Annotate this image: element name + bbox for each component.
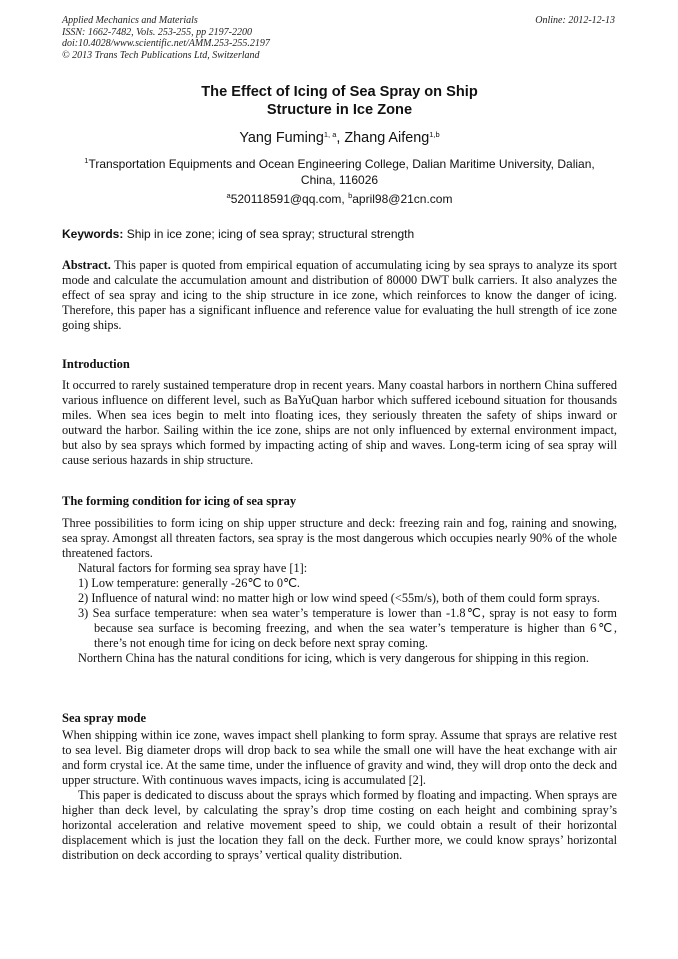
forming-item-1: 1) Low temperature: generally -26℃ to 0℃. bbox=[78, 576, 300, 590]
affiliation-line-2: China, 116026 bbox=[300, 173, 379, 187]
keywords-label: Keywords: bbox=[62, 227, 124, 241]
spray-mode-p1: When shipping within ice zone, waves impact shell planking to form spray. Assume that sprays are relative rest to sea level. Big diameter drops will drop back to sea while the small one will have the heat exchange with air and form crystal ice. At the same time, under the influence of gravity and wind, they will drop onto the deck and upper structure. With continuous waves impacts, icing is accumulated [2]. bbox=[62, 728, 617, 787]
keywords-text: Ship in ice zone; icing of sea spray; structural strength bbox=[123, 227, 415, 241]
keywords bbox=[62, 227, 617, 241]
introduction-text: It occurred to rarely sustained temperature drop in recent years. Many coastal harbors in northern China suffered various influence on different level, such as BaYuQuan harbor which suffered icebound situation for thousands miles. When sea ices begin to melt into floating ices, they seriously threaten the safety of ships inward or outward the harbor. Sailing within the ice zone, ships are not only influenced by external environment impact, but also by sea sprays which formed by impacting acting of ship and waves. Long-term icing of sea spray will cause serious hazards in ship structure. bbox=[62, 378, 617, 467]
journal-header bbox=[62, 15, 617, 61]
introduction-body bbox=[62, 378, 617, 468]
abstract-label: Abstract. bbox=[62, 258, 111, 272]
author-1-sup: 1, a bbox=[323, 130, 337, 139]
email-b[interactable]: april98@21cn.com bbox=[352, 192, 453, 206]
affiliation-text: Transportation Equipments and Ocean Engineering College, Dalian Maritime University, Dalian, bbox=[88, 157, 595, 171]
forming-p3: Northern China has the natural conditions for icing, which is very dangerous for shipping in this region. bbox=[78, 651, 589, 665]
affiliation bbox=[62, 156, 617, 188]
authors bbox=[62, 130, 617, 146]
journal-issn: ISSN: 1662-7482, Vols. 253-255, pp 2197-2200 bbox=[62, 26, 252, 38]
forming-item-3: 3) Sea surface temperature: when sea water’s temperature is lower than -1.8℃, spray is not easy to form because sea surface is becoming freezing, and when the sea water’s temperature is higher than 6℃, there’s not enough time for icing on deck before next spray coming. bbox=[78, 606, 617, 650]
email-b-sup: b bbox=[348, 191, 353, 200]
forming-heading: The forming condition for icing of sea spray bbox=[62, 494, 297, 508]
introduction-heading: Introduction bbox=[62, 357, 130, 371]
affiliation-sup: 1 bbox=[84, 156, 89, 165]
forming-p1: Three possibilities to form icing on ship upper structure and deck: freezing rain and fog, raining and snowing, sea spray. Amongst all threaten factors, sea spray is the most dangerous which occupies nearly 90% of the whole threatened factors. bbox=[62, 516, 617, 560]
author-2: Zhang Aifeng bbox=[344, 130, 430, 146]
author-1: Yang Fuming bbox=[239, 130, 324, 146]
abstract-text: This paper is quoted from empirical equation of accumulating icing by sea sprays to analyze its sport mode and calculate the accumulation amount and distribution of 80000 DWT bulk carriers. It also analyzes the effect of sea spray and icing to the ship structure in ice zone, which reinforces to know the danger of icing. Therefore, this paper has a significant influence and reference value for evaluating the hull strength of ice zone going ships. bbox=[62, 258, 617, 332]
email-a[interactable]: 520118591@qq.com, bbox=[230, 192, 349, 206]
title-line-2: Structure in Ice Zone bbox=[266, 102, 413, 118]
email-a-sup: a bbox=[226, 191, 231, 200]
emails bbox=[62, 192, 617, 206]
forming-item-2: 2) Influence of natural wind: no matter high or low wind speed (<55m/s), both of them could form sprays. bbox=[78, 591, 600, 605]
author-2-sup: 1,b bbox=[429, 130, 440, 139]
spray-mode-body bbox=[62, 728, 617, 863]
journal-copyright: © 2013 Trans Tech Publications Ltd, Switzerland bbox=[62, 49, 260, 61]
journal-name: Applied Mechanics and Materials bbox=[62, 15, 198, 26]
online-date: Online: 2012-12-13 bbox=[535, 15, 615, 26]
title-line-1: The Effect of Icing of Sea Spray on Ship bbox=[201, 84, 478, 100]
abstract bbox=[62, 258, 617, 333]
forming-p2: Natural factors for forming sea spray have [1]: bbox=[78, 561, 308, 575]
spray-mode-heading: Sea spray mode bbox=[62, 711, 147, 725]
journal-doi: doi:10.4028/www.scientific.net/AMM.253-255.2197 bbox=[62, 38, 270, 50]
paper-title bbox=[62, 83, 617, 119]
spray-mode-p2: This paper is dedicated to discuss about the sprays which formed by floating and impacting. When sprays are higher than deck level, by calculating the spray’s drop time costing on each height and combining spray’s horizontal acceleration and relative movement speed to ship, we could obtain a result of their horizontal displacement which is just the location they fall on the deck. Further more, we could know sprays’ horizontal distribution on deck according to sprays’ vertical quality distribution. bbox=[62, 788, 617, 862]
author-sep: , bbox=[336, 130, 345, 146]
forming-body bbox=[62, 516, 617, 666]
